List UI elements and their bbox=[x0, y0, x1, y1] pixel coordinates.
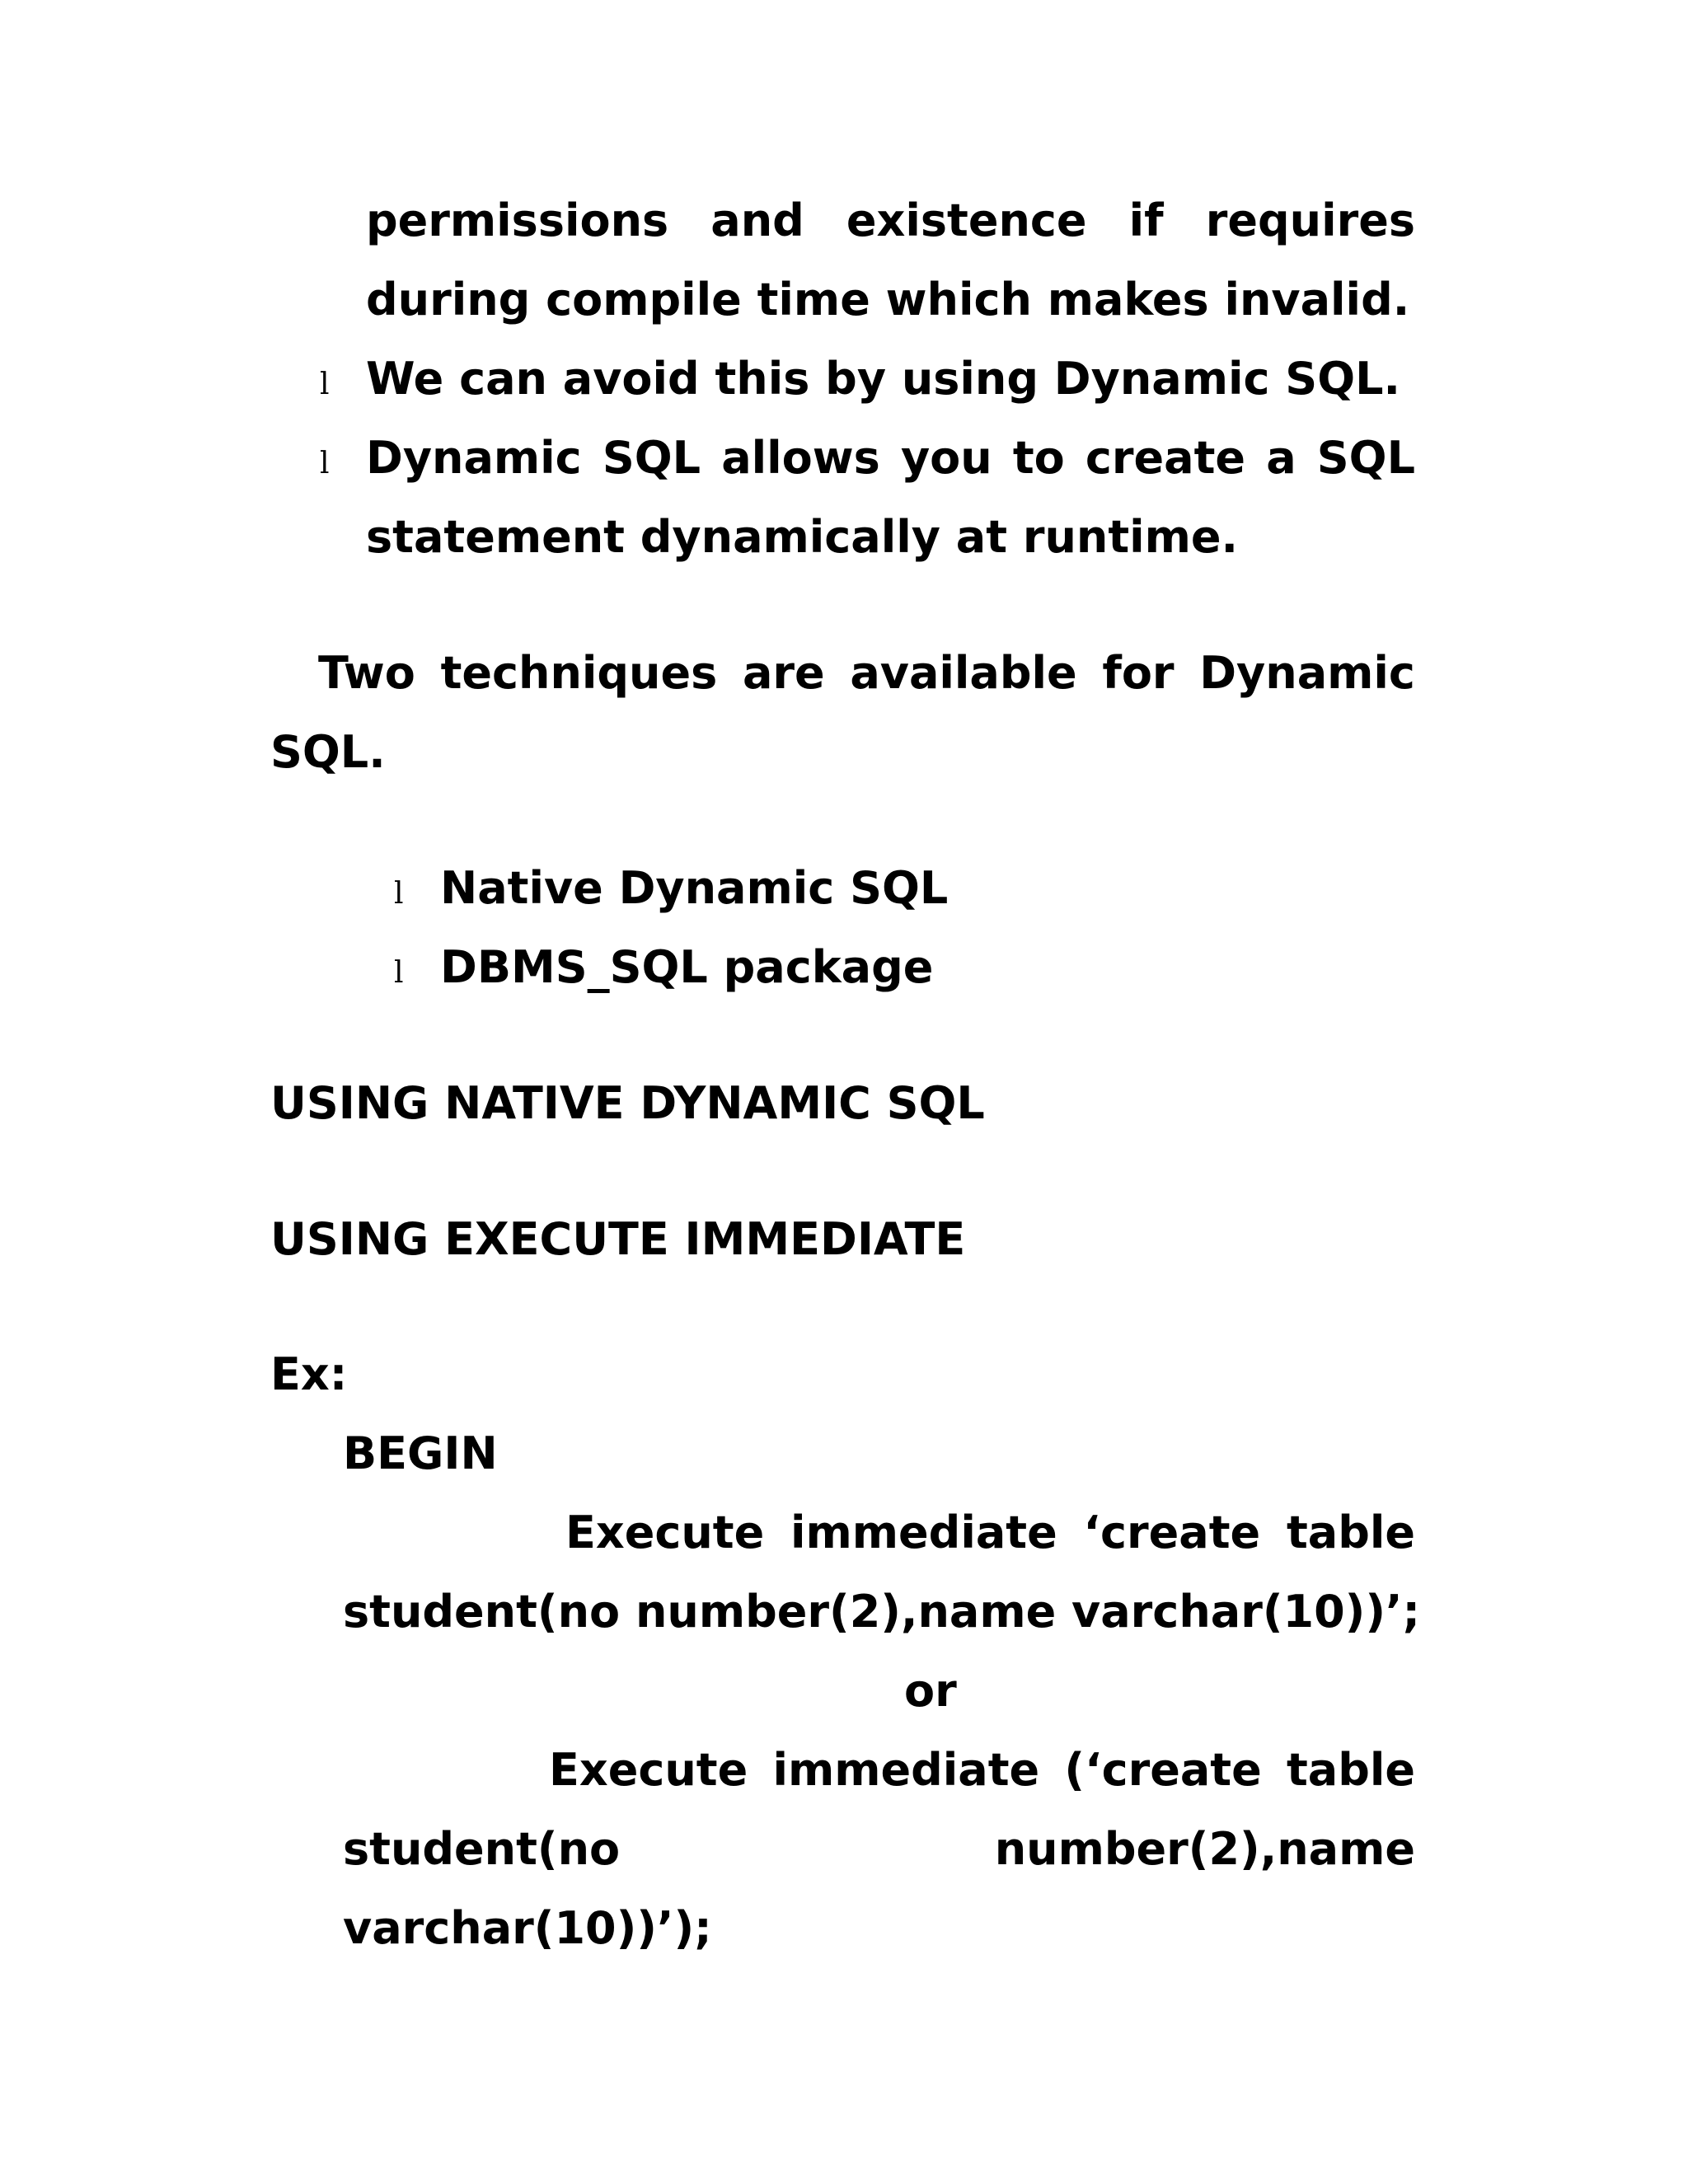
word: immediate bbox=[772, 1744, 1040, 1796]
word: SQL bbox=[602, 432, 701, 484]
code-stmt1-line1 bbox=[565, 1504, 1415, 1562]
word: Execute bbox=[549, 1744, 748, 1796]
word: a bbox=[1266, 432, 1296, 484]
word: and bbox=[710, 194, 804, 246]
word: allows bbox=[721, 432, 880, 484]
word: techniques bbox=[440, 647, 718, 699]
word: to bbox=[1012, 432, 1065, 484]
bullet-marker: l bbox=[394, 956, 404, 990]
word: Dynamic bbox=[366, 432, 582, 484]
word: create bbox=[1085, 432, 1246, 484]
word: available bbox=[850, 647, 1077, 699]
code-begin: BEGIN bbox=[343, 1427, 498, 1479]
code-stmt2-line3: varchar(10))’); bbox=[343, 1902, 712, 1954]
code-stmt1-line2: student(no number(2),name varchar(10))’; bbox=[343, 1586, 1421, 1638]
word: number(2),name bbox=[994, 1823, 1415, 1875]
section-heading: USING NATIVE DYNAMIC SQL bbox=[270, 1077, 985, 1129]
intro-line2: SQL. bbox=[270, 726, 386, 778]
bullet-item-line1 bbox=[366, 429, 1415, 487]
word: if bbox=[1128, 194, 1164, 246]
code-stmt2-line1 bbox=[549, 1741, 1415, 1799]
word: table bbox=[1286, 1744, 1415, 1796]
bullet-marker: l bbox=[394, 877, 404, 911]
word: you bbox=[900, 432, 992, 484]
word: Two bbox=[318, 647, 415, 699]
word: student(no bbox=[343, 1823, 621, 1875]
bullet-marker: l bbox=[320, 447, 330, 480]
word: Execute bbox=[565, 1507, 765, 1558]
bullet-marker: l bbox=[320, 368, 330, 401]
word: ‘create bbox=[1083, 1507, 1261, 1558]
example-label: Ex: bbox=[270, 1348, 348, 1400]
word: are bbox=[742, 647, 825, 699]
bullet-item: We can avoid this by using Dynamic SQL. bbox=[366, 353, 1401, 405]
section-heading: USING EXECUTE IMMEDIATE bbox=[270, 1213, 966, 1265]
word: existence bbox=[846, 194, 1087, 246]
word: for bbox=[1102, 647, 1175, 699]
word: Dynamic bbox=[1199, 647, 1415, 699]
para1-line2: during compile time which makes invalid. bbox=[366, 274, 1410, 326]
word: immediate bbox=[790, 1507, 1057, 1558]
technique-item: DBMS_SQL package bbox=[440, 941, 934, 993]
code-or: or bbox=[904, 1665, 957, 1717]
word: requires bbox=[1205, 194, 1415, 246]
word: (‘create bbox=[1064, 1744, 1262, 1796]
para1-line1 bbox=[366, 192, 1415, 250]
code-stmt2-line2 bbox=[343, 1821, 1415, 1878]
bullet-item-line2: statement dynamically at runtime. bbox=[366, 511, 1239, 563]
technique-item: Native Dynamic SQL bbox=[440, 862, 949, 914]
word: SQL bbox=[1316, 432, 1415, 484]
intro-line1 bbox=[318, 644, 1415, 702]
word: table bbox=[1286, 1507, 1415, 1558]
word: permissions bbox=[366, 194, 669, 246]
